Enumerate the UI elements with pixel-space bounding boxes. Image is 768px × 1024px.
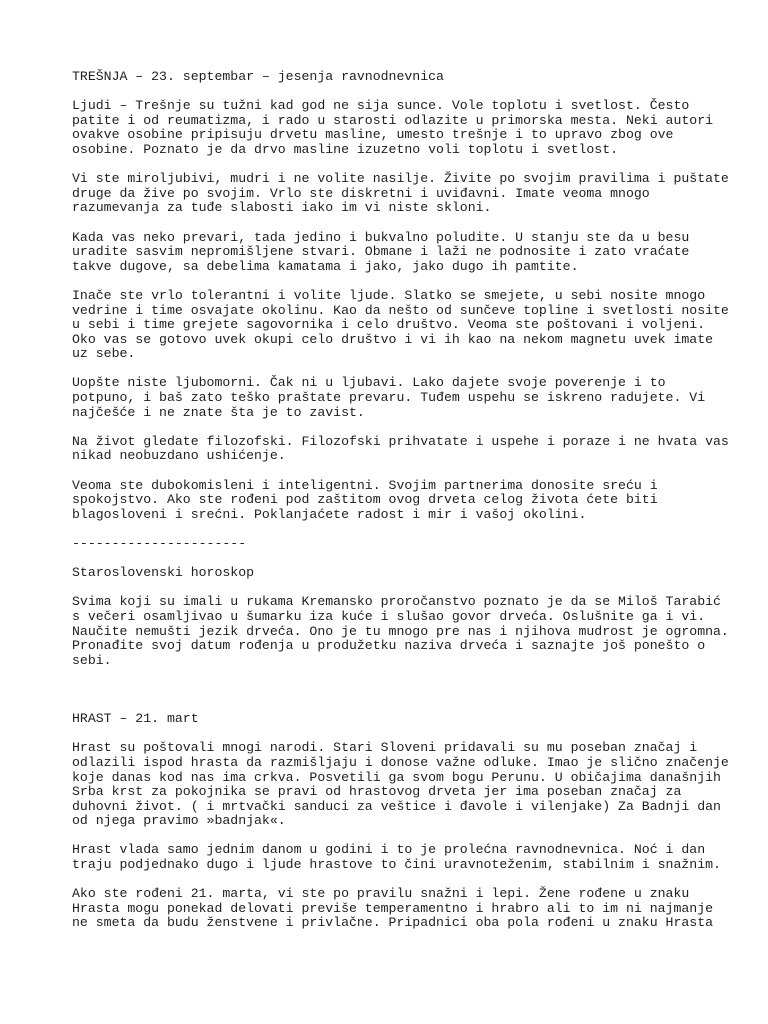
text-line: Ljudi – Trešnje su tužni kad god ne sija sunce. Vole toplotu i svetlost. Često <box>72 98 690 114</box>
blank-line <box>72 581 712 596</box>
text-line: Kada vas neko prevari, tada jedino i bukvalno poludite. U stanju ste da u besu <box>72 229 690 245</box>
text-line: Hrasta mogu ponekad delovati previše temperamentno i hrabro ali to im ni najmanje <box>72 900 714 916</box>
text-line: najčešće i ne znate šta je to zavist. <box>72 404 365 420</box>
text-line: druge da žive po svojim. Vrlo ste diskretni i uviđavni. Imate veoma mnogo <box>72 185 650 201</box>
text-line: Srba krst za pokojnika se pravi od hrastovog drveta jer ima poseban značaj za <box>72 784 682 800</box>
blank-line <box>72 698 712 713</box>
text-line: uradite sasvim nepromišljene stvari. Obmane i laži ne podnosite i zato vraćate <box>72 244 690 260</box>
text-line: potpuno, i baš zato teško praštate prevaru. Tuđem uspehu se iskreno radujete. Vi <box>72 390 706 406</box>
blank-line <box>72 420 712 435</box>
text-line: razumevanja za tuđe slabosti iako im vi niste skloni. <box>72 200 492 216</box>
document-body <box>72 69 729 931</box>
text-line: Uopšte niste ljubomorni. Čak ni u ljubavi. Lako dajete svoje poverenje i to <box>72 375 666 391</box>
text-line: u sebi i time grejete sagovornika i celo društvo. Veoma ste poštovani i voljeni. <box>72 317 706 333</box>
blank-line <box>72 683 712 698</box>
blank-line <box>72 464 712 479</box>
text-line: Svima koji su imali u rukama Kremansko proročanstvo poznato je da se Miloš Tarabić <box>72 594 721 610</box>
text-line: traju podjednako dugo i ljude hrastove to čini uravnoteženim, stabilnim i snažnim. <box>72 857 721 873</box>
blank-line <box>72 829 712 844</box>
text-line: Vi ste miroljubivi, mudri i ne volite nasilje. Živite po svojim pravilima i puštate <box>72 171 729 187</box>
text-line: Pronađite svoj datum rođenja u produžetku naziva drveća i saznajte još ponešto o <box>72 638 706 654</box>
text-line: TREŠNJA – 23. septembar – jesenja ravnodnevnica <box>72 69 444 84</box>
text-line: Hrast vlada samo jednim danom u godini i to je prolećna ravnodnevnica. Noć i dan <box>72 842 706 858</box>
text-line: ---------------------- <box>72 536 247 551</box>
text-line: odlazili ispod hrasta da razmišljaju i donose važne odluke. Imao je slično značenje <box>72 754 729 770</box>
blank-line <box>72 158 712 173</box>
text-line: Hrast su poštovali mnogi narodi. Stari Sloveni pridavali su mu poseban značaj i <box>72 740 698 756</box>
blank-line <box>72 216 712 231</box>
text-line: Naučite nemušti jezik drveća. Ono je tu mnogo pre nas i njihova mudrost je ogromna. <box>72 623 729 639</box>
text-line: s večeri osamljivao u šumarku iza kuće i slušao govor drveća. Oslušnite ga i vi. <box>72 608 706 624</box>
blank-line <box>72 522 712 537</box>
text-line: osobine. Poznato je da drvo masline izuzetno voli toplotu i svetlost. <box>72 141 619 157</box>
text-line: sebi. <box>72 652 112 668</box>
text-line: Oko vas se gotovo uvek okupi celo društvo i vi ih kao na nekom magnetu uvek imate <box>72 331 714 347</box>
blank-line <box>72 873 712 888</box>
blank-line <box>72 552 712 567</box>
text-line: koje danas kod nas ima crkva. Posvetili ga svom bogu Perunu. U običajima današnjih <box>72 769 721 785</box>
blank-line <box>72 362 712 377</box>
text-line: duhovni život. ( i mrtvački sanduci za veštice i đavole i vilenjake) Za Badnji dan <box>72 798 721 814</box>
text-line: vedrine i time osvajate okolinu. Kao da nešto od sunčeve topline i svetlosti nosite <box>72 302 729 318</box>
text-line: takve dugove, sa debelima kamatama i jako, jako dugo ih pamtite. <box>72 258 579 274</box>
text-line: Veoma ste dubokomisleni i inteligentni. Svojim partnerima donosite sreću i <box>72 477 658 493</box>
text-line: nikad neobuzdano ushićenje. <box>72 448 286 464</box>
text-line: Na život gledate filozofski. Filozofski prihvatate i uspehe i poraze i ne hvata vas <box>72 433 729 449</box>
text-line: od njega pravimo »badnjak«. <box>72 813 286 829</box>
text-line: Ako ste rođeni 21. marta, vi ste po pravilu snažni i lepi. Žene rođene u znaku <box>72 886 690 902</box>
text-line: uz sebe. <box>72 346 136 362</box>
text-line: spokojstvo. Ako ste rođeni pod zaštitom ovog drveta celog života ćete biti <box>72 492 658 508</box>
blank-line <box>72 85 712 100</box>
text-line: ne smeta da budu ženstvene i privlačne. Pripadnici oba pola rođeni u znaku Hrasta <box>72 915 714 931</box>
blank-line <box>72 668 712 683</box>
blank-line <box>72 727 712 742</box>
text-line: Staroslovenski horoskop <box>72 565 255 581</box>
text-line: HRAST – 21. mart <box>72 711 199 727</box>
blank-line <box>72 274 712 289</box>
text-line: blagosloveni i srećni. Poklanjaćete radost i mir i vašoj okolini. <box>72 506 587 522</box>
text-line: Inače ste vrlo tolerantni i volite ljude. Slatko se smejete, u sebi nosite mnogo <box>72 287 706 303</box>
text-line: patite i od reumatizma, i rado u starosti odlazite u primorska mesta. Neki autori <box>72 112 714 128</box>
text-line: ovakve osobine pripisuju drvetu masline, umesto trešnje i to upravo zbog ove <box>72 127 674 143</box>
